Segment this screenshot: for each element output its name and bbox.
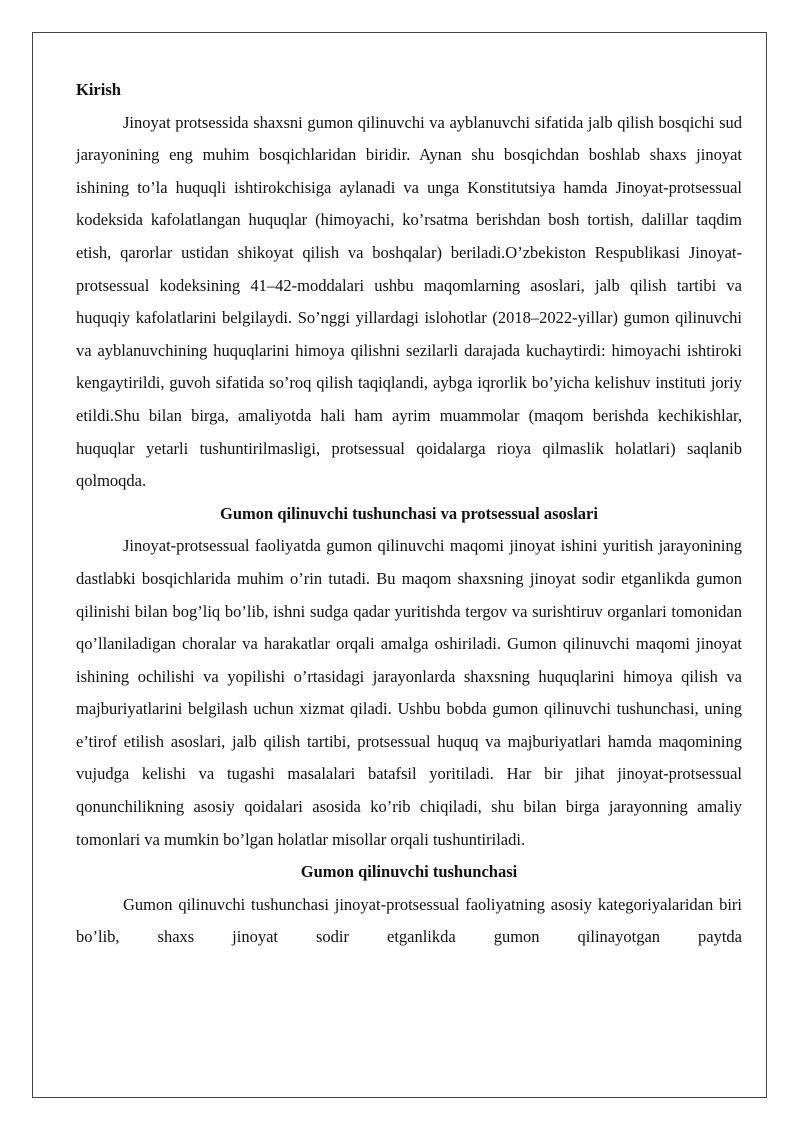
paragraph-section-2: Gumon qilinuvchi tushunchasi jinoyat-protsessual faoliyatning asosiy kategoriyalaridan biri bo’lib, shaxs jinoyat sodir etganlikda gumon qilinayotgan paytda xyxy=(76,894,742,947)
document-body xyxy=(76,74,742,954)
heading-section-1: Gumon qilinuvchi tushunchasi va protsessual asoslari xyxy=(220,503,598,523)
paragraph-section-1: Jinoyat-protsessual faoliyatda gumon qilinuvchi maqomi jinoyat ishini yuritish jarayonining dastlabki bosqichlarida muhim o’rin tutadi. Bu maqom shaxsning jinoyat sodir etganlikda gumon qilinishi bilan bog’liq bo’lib, ishni sudga qadar yuritishda tergov va surishtiruv organlari tomonidan qo’llaniladigan choralar va harakatlar orqali amalga oshiriladi. Gumon qilinuvchi maqomi jinoyat ishining ochilishi va yopilishi o’rtasidagi jarayonlarda shaxsning huquqlarini himoya qilish va majburiyatlarini belgilash uchun xizmat qiladi. Ushbu bobda gumon qilinuvchi tushunchasi, uning e’tirof etilish asoslari, jalb qilish tartibi, protsessual huquq va majburiyatlari hamda maqomining vujudga kelishi va tugashi masalalari batafsil yoritiladi. Har bir jihat jinoyat-protsessual qonunchilikning asosiy qoidalari asosida ko’rib chiqiladi, shu bilan birga jarayonning amaliy tomonlari va mumkin bo’lgan holatlar misollar orqali tushuntiriladi. xyxy=(76,536,742,849)
heading-intro: Kirish xyxy=(76,80,121,99)
heading-section-2: Gumon qilinuvchi tushunchasi xyxy=(300,862,518,882)
paragraph-intro: Jinoyat protsessida shaxsni gumon qilinuvchi va ayblanuvchi sifatida jalb qilish bosqichi sud jarayonining eng muhim bosqichlaridan biridir. Aynan shu bosqichdan boshlab shaxs jinoyat ishining to’la huquqli ishtirokchisiga aylanadi va unga Konstitutsiya hamda Jinoyat-protsessual kodeksida kafolatlangan huquqlar (himoyachi, ko’rsatma berishdan bosh tortish, dalillar taqdim etish, qarorlar ustidan shikoyat qilish va boshqalar) beriladi.O’zbekiston Respublikasi Jinoyat-protsessual kodeksining 41–42-moddalari ushbu maqomlarning asoslari, jalb qilish tartibi va huquqiy kafolatlarini belgilaydi. So’nggi yillardagi islohotlar (2018–2022-yillar) gumon qilinuvchi va ayblanuvchining huquqlarini himoya qilishni sezilarli darajada kuchaytirdi: himoyachi ishtiroki kengaytirildi, guvoh sifatida so’roq qilish taqiqlandi, aybga iqrorlik bo’yicha kelishuv instituti joriy etildi.Shu bilan birga, amaliyotda hali ham ayrim muammolar (maqom berishda kechikishlar, huquqlar yetarli tushuntirilmasligi, protsessual qoidalarga rioya qilmaslik holatlari) saqlanib qolmoqda. xyxy=(76,112,742,491)
